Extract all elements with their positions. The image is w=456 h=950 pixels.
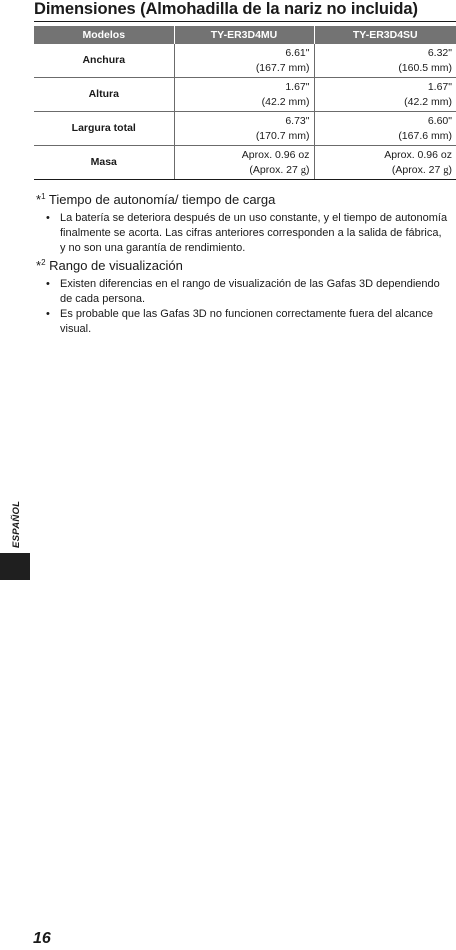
header-model-su: TY-ER3D4SU: [314, 26, 456, 44]
value-cell-mu: [174, 146, 314, 180]
footnote-1-heading: [36, 192, 275, 207]
value-cell-mu: [174, 44, 314, 78]
value-cell-su: [314, 78, 456, 112]
footnote-2-list: [46, 277, 450, 337]
footnote-title: Rango de visualización: [49, 258, 183, 273]
footnote-mark: *: [36, 192, 42, 207]
header-models: Modelos: [34, 26, 174, 44]
footnote-title: Tiempo de autonomía/ tiempo de carga: [48, 192, 276, 207]
row-label: Altura: [34, 78, 174, 112]
row-label: Masa: [34, 146, 174, 180]
value-inches: 1.67": [427, 80, 452, 93]
value-mm: (42.2 mm): [404, 95, 452, 108]
footnote-2-heading: [36, 258, 183, 273]
value-mm: (167.6 mm): [398, 129, 452, 142]
section-title: Dimensiones (Almohadilla de la nariz no incluida): [34, 0, 418, 18]
value-cell-mu: [174, 78, 314, 112]
language-tab-marker: [0, 553, 30, 580]
value-cell-su: [314, 112, 456, 146]
value-grams-suffix: ): [306, 163, 310, 176]
row-label: Anchura: [34, 44, 174, 78]
footnote-number: 2: [41, 258, 46, 267]
header-model-mu: TY-ER3D4MU: [174, 26, 314, 44]
value-grams-unit: g: [300, 164, 306, 176]
list-item: • Es probable que las Gafas 3D no funcionen correctamente fuera del alcance visual.: [46, 307, 450, 337]
value-grams-prefix: (Aprox. 27: [249, 163, 301, 176]
footnote-number: 1: [41, 192, 46, 201]
value-inches: 6.32": [427, 46, 452, 59]
value-grams-prefix: (Aprox. 27: [391, 163, 444, 176]
page-number: 16: [33, 930, 51, 947]
value-oz: Aprox. 0.96 oz: [384, 148, 452, 161]
value-grams-unit: g: [443, 164, 449, 176]
list-item: • Existen diferencias en el rango de visualización de las Gafas 3D dependiendo de cada persona.: [46, 277, 450, 307]
table-row-mass: [34, 146, 456, 180]
value-inches: 6.61": [285, 46, 310, 59]
value-grams: [321, 163, 453, 178]
table-row-total-length: [34, 112, 456, 146]
value-mm: (160.5 mm): [398, 61, 452, 74]
value-oz: Aprox. 0.96 oz: [241, 148, 310, 161]
value-cell-su: [314, 44, 456, 78]
language-side-label: ESPAÑOL: [11, 500, 22, 548]
footnote-1-list: [46, 211, 450, 256]
value-inches: 6.73": [285, 114, 310, 127]
row-label: Largura total: [34, 112, 174, 146]
value-mm: (42.2 mm): [261, 95, 310, 108]
table-row-width: [34, 44, 456, 78]
value-grams-suffix: ): [448, 163, 452, 176]
value-cell-mu: [174, 112, 314, 146]
value-mm: (170.7 mm): [255, 129, 310, 142]
dimensions-table: [34, 26, 456, 180]
value-inches: 1.67": [285, 80, 310, 93]
list-item: • La batería se deteriora después de un uso constante, y el tiempo de autonomía finalmente se acorta. Las cifras anteriores corresponden a la salida de fábrica, y no son una garantía de rendimiento.: [46, 211, 450, 256]
value-mm: (167.7 mm): [255, 61, 310, 74]
value-inches: 6.60": [427, 114, 452, 127]
footnote-mark: *: [36, 258, 42, 273]
value-cell-su: [314, 146, 456, 180]
table-header-row: [34, 26, 456, 44]
value-grams: [181, 163, 310, 178]
table-row-height: [34, 78, 456, 112]
title-underline: [34, 21, 456, 22]
